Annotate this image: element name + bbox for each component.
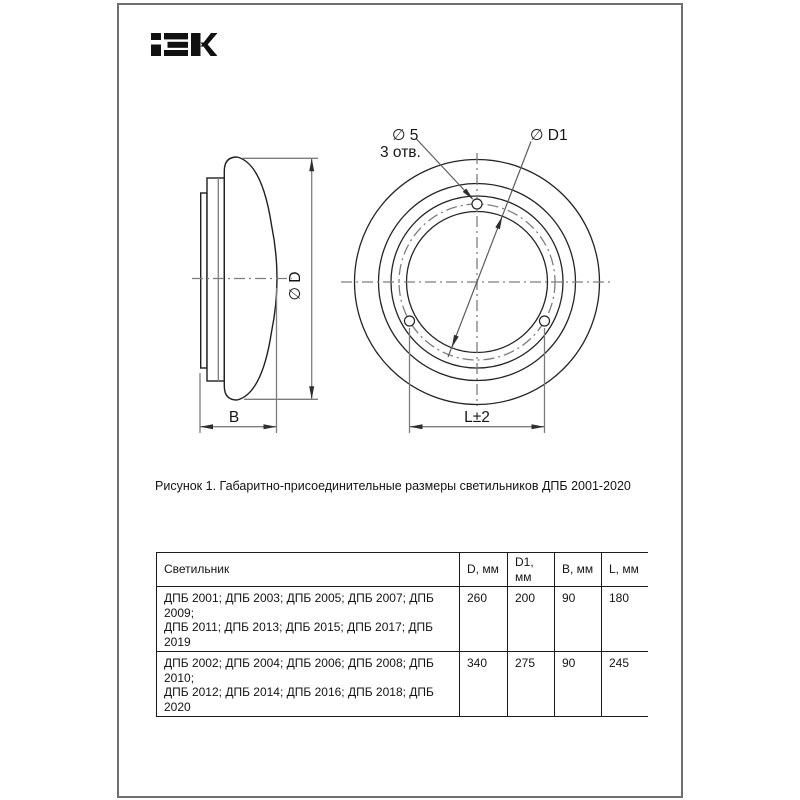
cell-d1: 200 [508, 587, 555, 652]
side-view [192, 157, 318, 433]
label-diameter-d1: ∅ D1 [530, 127, 568, 144]
logo-i-dot [151, 33, 161, 40]
mount-plate-back [201, 193, 207, 368]
label-mount-spacing: L±2 [464, 409, 490, 426]
models-line: ДПБ 2012; ДПБ 2014; ДПБ 2016; ДПБ 2018; ДПБ 2020 [164, 685, 434, 714]
header-d: D, мм [460, 553, 508, 587]
header-d1: D1, мм [508, 553, 555, 587]
logo-k-stem [191, 33, 201, 56]
arrowhead-left [200, 424, 213, 429]
iek-logo [151, 33, 217, 56]
arrowhead-right [532, 424, 545, 429]
cell-d1: 275 [508, 652, 555, 717]
mounting-hole-left [405, 316, 415, 326]
cell-models [157, 652, 460, 717]
header-l: L, мм [602, 553, 648, 587]
cell-d: 260 [460, 587, 508, 652]
logo-k-lower-arm [201, 43, 218, 57]
cell-d: 340 [460, 652, 508, 717]
label-hole-diameter: ∅ 5 [392, 127, 419, 144]
header-b: B, мм [555, 553, 602, 587]
arrowhead-upper [495, 216, 502, 229]
mounting-hole-right [540, 316, 550, 326]
models-line: ДПБ 2001; ДПБ 2003; ДПБ 2005; ДПБ 2007; ДПБ 2009; [164, 591, 434, 620]
mounting-hole-top [472, 199, 482, 209]
table-row [157, 587, 648, 652]
front-view [341, 127, 612, 433]
technical-drawing [150, 115, 640, 445]
arrowhead-down [309, 386, 314, 399]
label-diameter-d: ∅ D [287, 271, 304, 301]
cell-l: 180 [602, 587, 648, 652]
table-header-row [157, 553, 648, 587]
models-line: ДПБ 2002; ДПБ 2004; ДПБ 2006; ДПБ 2008; ДПБ 2010; [164, 656, 434, 685]
hole-callout [380, 127, 473, 200]
models-line: ДПБ 2011; ДПБ 2013; ДПБ 2015; ДПБ 2017; ДПБ 2019 [164, 620, 434, 649]
cell-b: 90 [555, 652, 602, 717]
mount-plate-front [207, 178, 224, 381]
leader-line [416, 139, 473, 200]
logo-e-mid [168, 42, 189, 48]
label-depth-b: B [228, 409, 240, 426]
diameter-line [448, 142, 531, 358]
cell-l: 245 [609, 656, 630, 670]
figure-caption: Рисунок 1. Габаритно-присоединительные размеры светильников ДПБ 2001-2020 [155, 479, 631, 493]
logo-e-top [164, 33, 188, 39]
cell-b: 90 [555, 587, 602, 652]
dimensions-table [156, 552, 648, 717]
header-luminaire: Светильник [157, 553, 460, 587]
arrowhead-up [309, 158, 314, 171]
arrowhead-lower [452, 335, 459, 348]
arrowhead-right [264, 424, 277, 429]
table-row [157, 652, 648, 717]
label-hole-count: 3 отв. [380, 144, 421, 161]
logo-e-bottom [164, 50, 188, 56]
arrowhead-left [410, 424, 423, 429]
logo-i-body [151, 45, 161, 57]
cell-models [157, 587, 460, 652]
